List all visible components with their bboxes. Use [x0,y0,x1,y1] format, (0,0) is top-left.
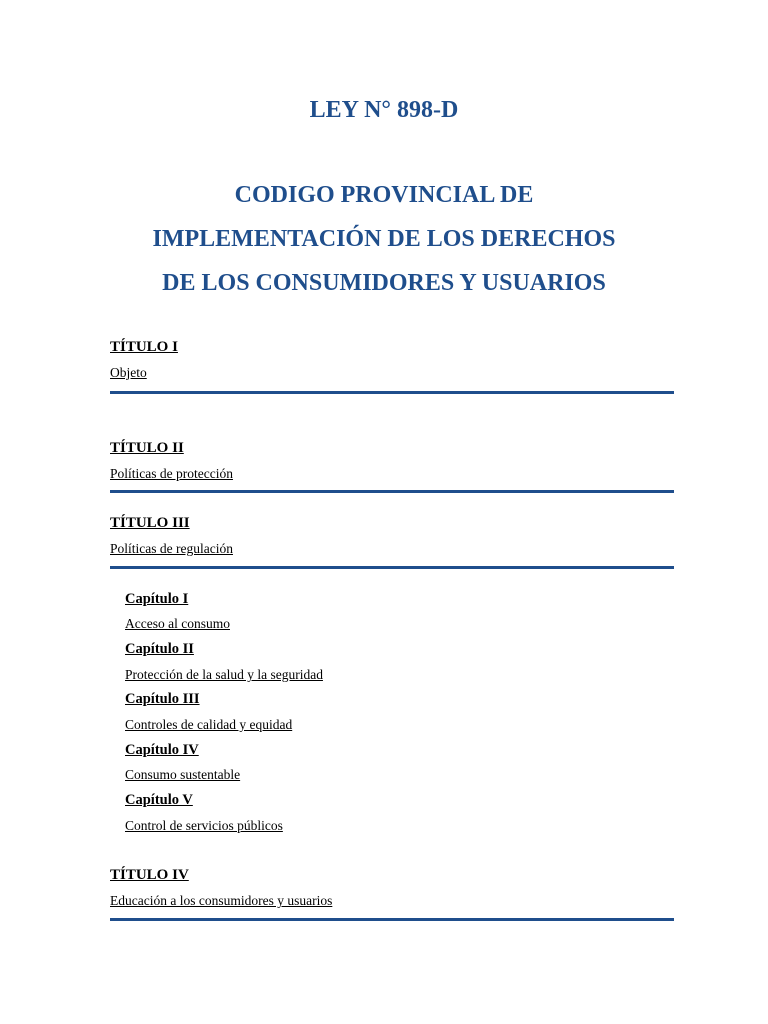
titulo-2-link[interactable]: TÍTULO II [110,440,184,456]
code-title-line-2: IMPLEMENTACIÓN DE LOS DERECHOS [152,226,616,252]
titulo-3-name-link[interactable]: Políticas de regulación [110,541,233,556]
capitulo-1-link[interactable]: Capítulo I [125,591,189,607]
section-divider [110,566,674,569]
titulo-4-name-link[interactable]: Educación a los consumidores y usuarios [110,893,333,908]
capitulo-3-name-link[interactable]: Controles de calidad y equidad [125,717,293,732]
capitulo-4-name-link[interactable]: Consumo sustentable [125,767,241,782]
titulo-1-name-link[interactable]: Objeto [110,365,147,380]
capitulo-3-link[interactable]: Capítulo III [125,691,200,707]
titulo-2-name-link[interactable]: Políticas de protección [110,466,233,481]
code-title-line-3: DE LOS CONSUMIDORES Y USUARIOS [162,270,606,296]
titulo-3-link[interactable]: TÍTULO III [110,515,190,531]
section-divider [110,391,674,394]
section-divider [110,490,674,493]
capitulo-2-link[interactable]: Capítulo II [125,641,194,657]
titulo-1-link[interactable]: TÍTULO I [110,339,178,355]
titulo-4-link[interactable]: TÍTULO IV [110,867,189,883]
code-title-line-1: CODIGO PROVINCIAL DE [234,182,534,208]
capitulo-5-name-link[interactable]: Control de servicios públicos [125,818,283,833]
capitulo-1-name-link[interactable]: Acceso al consumo [125,616,230,631]
capitulo-5-link[interactable]: Capítulo V [125,792,193,808]
capitulo-4-link[interactable]: Capítulo IV [125,742,199,758]
capitulo-2-name-link[interactable]: Protección de la salud y la seguridad [125,667,323,682]
law-title: LEY N° 898-D [309,97,459,123]
section-divider [110,918,674,921]
